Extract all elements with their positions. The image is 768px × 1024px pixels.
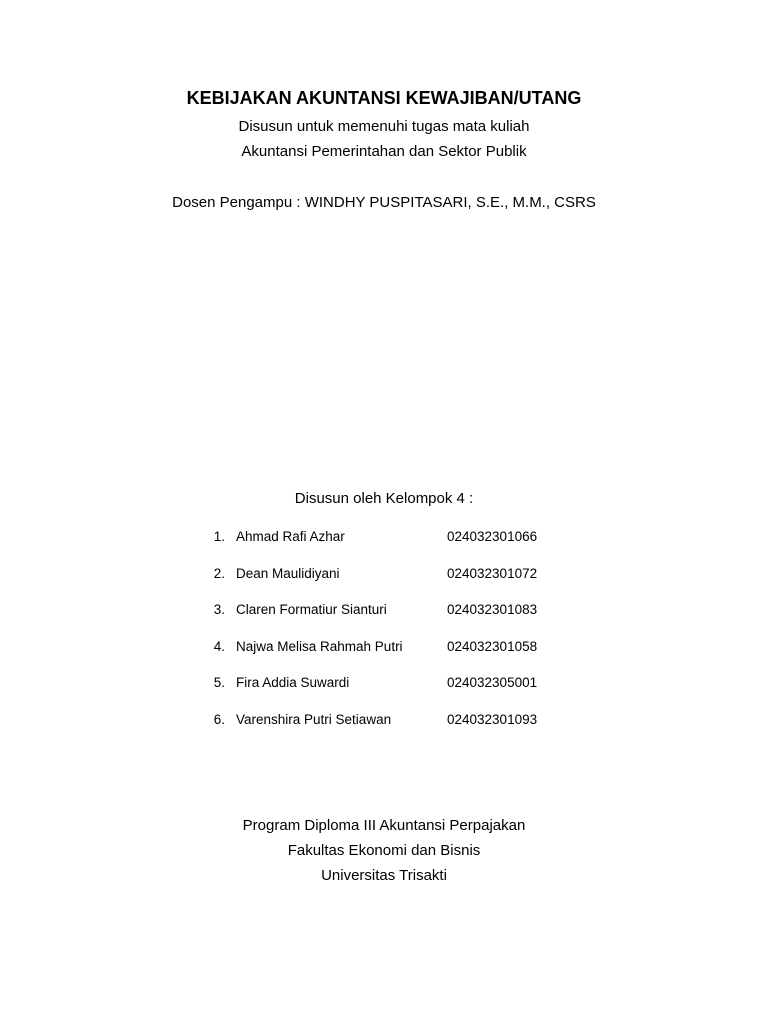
member-name: Fira Addia Suwardi bbox=[236, 675, 350, 691]
university-line: Universitas Trisakti bbox=[321, 867, 447, 884]
member-number: 1. bbox=[213, 529, 225, 544]
member-nim: 024032301066 bbox=[447, 529, 538, 544]
list-item bbox=[205, 637, 565, 674]
list-item bbox=[205, 710, 565, 747]
list-item bbox=[205, 527, 565, 564]
member-number: 3. bbox=[213, 602, 225, 618]
member-nim: 024032301083 bbox=[447, 602, 538, 618]
program-line: Program Diploma III Akuntansi Perpajakan bbox=[242, 817, 526, 834]
member-nim: 024032301093 bbox=[447, 711, 538, 727]
member-nim: 024032301072 bbox=[447, 565, 538, 581]
lecturer-line: Dosen Pengampu : WINDHY PUSPITASARI, S.E., M.M., CSRS bbox=[172, 194, 596, 211]
member-number: 5. bbox=[213, 675, 225, 691]
member-number: 6. bbox=[213, 711, 225, 727]
member-number: 2. bbox=[213, 565, 225, 581]
member-nim: 024032305001 bbox=[447, 675, 538, 691]
member-name: Najwa Melisa Rahmah Putri bbox=[236, 638, 403, 654]
member-name: Varenshira Putri Setiawan bbox=[236, 711, 392, 727]
faculty-line: Fakultas Ekonomi dan Bisnis bbox=[287, 842, 481, 859]
list-item bbox=[205, 600, 565, 637]
member-list bbox=[205, 527, 565, 747]
member-name: Dean Maulidiyani bbox=[236, 565, 340, 581]
subtitle-line-1: Disusun untuk memenuhi tugas mata kuliah bbox=[238, 118, 530, 135]
document-title: KEBIJAKAN AKUNTANSI KEWAJIBAN/UTANG bbox=[186, 88, 582, 108]
group-heading: Disusun oleh Kelompok 4 : bbox=[294, 490, 474, 507]
subtitle-line-2: Akuntansi Pemerintahan dan Sektor Publik bbox=[241, 143, 527, 160]
list-item bbox=[205, 564, 565, 601]
list-item bbox=[205, 673, 565, 710]
member-name: Claren Formatiur Sianturi bbox=[236, 602, 387, 618]
member-number: 4. bbox=[213, 638, 225, 654]
member-name: Ahmad Rafi Azhar bbox=[236, 529, 345, 544]
member-nim: 024032301058 bbox=[447, 638, 538, 654]
